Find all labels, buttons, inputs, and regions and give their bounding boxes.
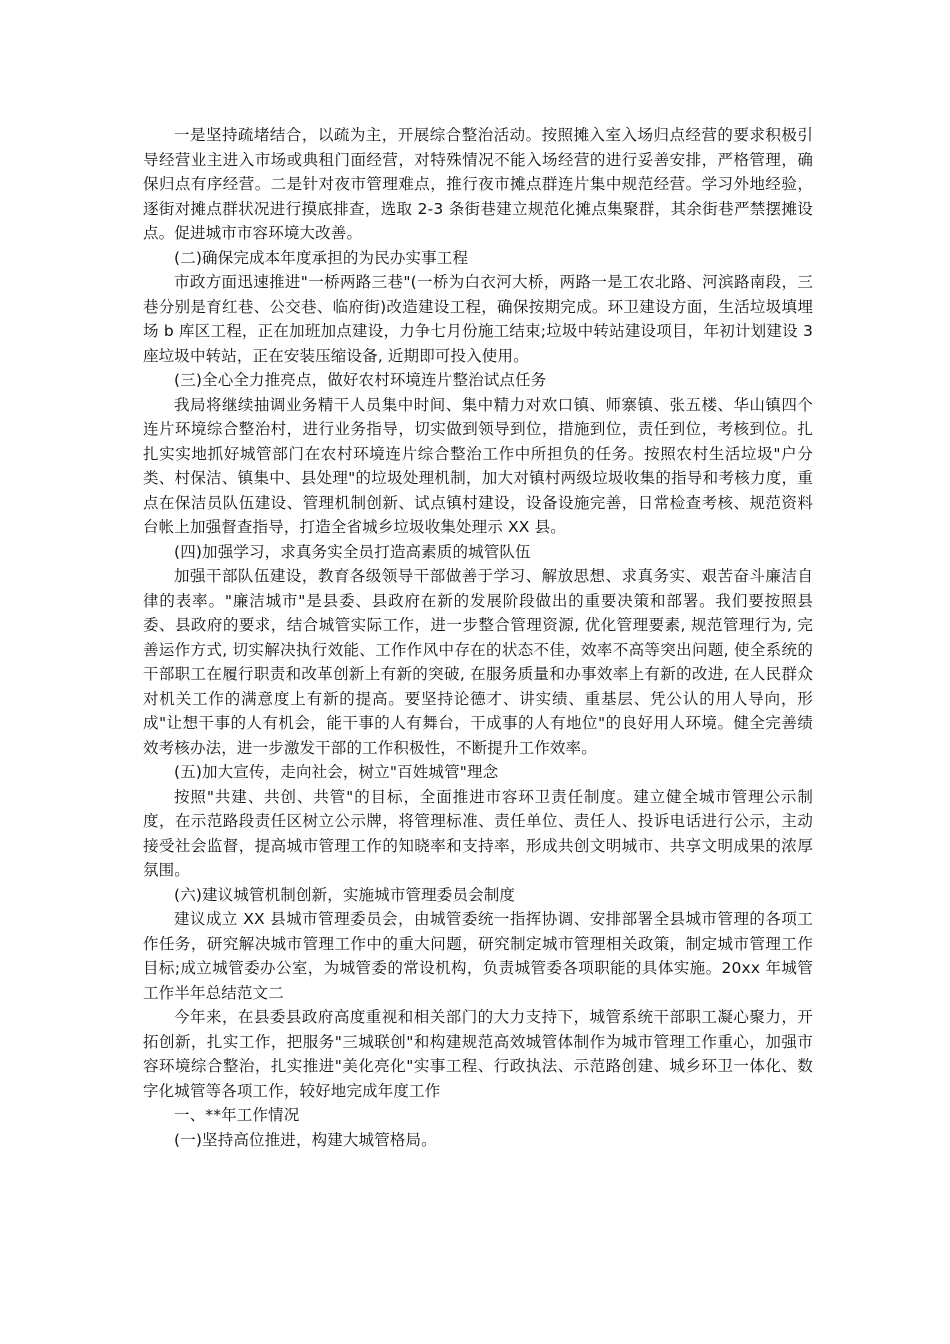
- section-heading-5: (五)加大宣传，走向社会，树立"百姓城管"理念: [174, 763, 499, 781]
- paragraph-annual-summary-intro: 今年来，在县委县政府高度重视和相关部门的大力支持下，城管系统干部职工凝心聚力，开拓创新，扎实工作，把服务"三城联创"和构建规范高效城管体制作为城市管理工作重心，加强市容环境综合整治，扎实推进"美化亮化"实事工程、行政执法、示范路创建、城乡环卫一体化、数字化城管等各项工作，较好地完成年度工作: [143, 1008, 813, 1100]
- paragraph-rural-environment: 我局将继续抽调业务精干人员集中时间、集中精力对欢口镇、师寨镇、张五楼、华山镇四个连片环境综合整治村，进行业务指导，切实做到领导到位，措施到位，责任到位，考核到位。扎扎实实地抓好城管部门在农村环境连片综合整治工作中所担负的任务。按照农村生活垃圾"户分类、村保洁、镇集中、县处理"的垃圾处理机制，加大对镇村两级垃圾收集的指导和考核力度，重点在保洁员队伍建设、管理机制创新、试点镇村建设，设备设施完善，日常检查考核、规范资料台帐上加强督查指导，打造全省城乡垃圾收集处理示 XX 县。: [143, 395, 813, 536]
- paragraph-street-vendor-management: 一是坚持疏堵结合，以疏为主，开展综合整治活动。按照摊入室入场归点经营的要求积极引导经营业主进入市场或典租门面经营，对特殊情况不能入场经营的进行妥善安排，严格管理，确保归点有序经营。二是针对夜市管理难点，推行夜市摊点群连片集中规范经营。学习外地经验，逐街对摊点群状况进行摸底排查，选取 2-3 条街巷建立规范化摊点集聚群，其余街巷严禁摆摊设点。促进城市市容环境大改善。: [143, 126, 813, 242]
- document-body: [143, 123, 813, 1152]
- section-heading-high-level-push: (一)坚持高位推进，构建大城管格局。: [174, 1130, 437, 1149]
- section-heading-4: (四)加强学习，求真务实全员打造高素质的城管队伍: [174, 542, 531, 561]
- section-heading-2: (二)确保完成本年度承担的为民办实事工程: [174, 248, 469, 267]
- paragraph-municipal-projects: 市政方面迅速推进"一桥两路三巷"(一桥为白衣河大桥，两路一是工农北路、河滨路南段，三巷分别是育红巷、公交巷、临府街)改造建设工程，确保按期完成。环卫建设方面，生活垃圾填埋场 b 库区工程，正在加班加点建设，力争七月份施工结束;垃圾中转站建设项目，年初计划建设 3 座垃圾中转站，正在安装压缩设备, 近期即可投入使用。: [143, 273, 813, 365]
- paragraph-team-building: 加强干部队伍建设，教育各级领导干部做善于学习、解放思想、求真务实、艰苦奋斗廉洁自律的表率。"廉洁城市"是县委、县政府在新的发展阶段做出的重要决策和部署。我们要按照县委、县政府的要求，结合城管实际工作，进一步整合管理资源, 优化管理要素, 规范管理行为, 完善运作方式, 切实解决执行效能、工作作风中存在的状态不佳，效率不高等突出问题, 使全系统的干部职工在履行职责和改革创新上有新的突破, 在服务质量和办事效率上有新的改进, 在人民群众对机关工作的满意度上有新的提高。要坚持论德才、讲实绩、重基层、凭公认的用人导向，形成"让想干事的人有机会，能干事的人有舞台，干成事的人有地位"的良好用人环境。健全完善绩效考核办法，进一步激发干部的工作积极性，不断提升工作效率。: [143, 567, 813, 757]
- section-heading-3: (三)全心全力推亮点，做好农村环境连片整治试点任务: [174, 371, 547, 389]
- paragraph-publicity: 按照"共建、共创、共管"的目标，全面推进市容环卫责任制度。建立健全城市管理公示制度，在示范路段责任区树立公示牌，将管理标准、责任单位、责任人、投诉电话进行公示，主动接受社会监督，提高城市管理工作的知晓率和支持率，形成共创文明城市、共享文明成果的浓厚氛围。: [143, 787, 813, 879]
- paragraph-management-committee: 建议成立 XX 县城市管理委员会，由城管委统一指挥协调、安排部署全县城市管理的各项工作任务，研究解决城市管理工作中的重大问题，研究制定城市管理相关政策，制定城市管理工作目标;成立城管委办公室，为城管委的常设机构，负责城管委各项职能的具体实施。20xx 年城管工作半年总结范文二: [143, 910, 813, 1002]
- section-heading-annual-work: 一、**年工作情况: [174, 1106, 300, 1124]
- section-heading-6: (六)建议城管机制创新，实施城市管理委员会制度: [174, 885, 516, 904]
